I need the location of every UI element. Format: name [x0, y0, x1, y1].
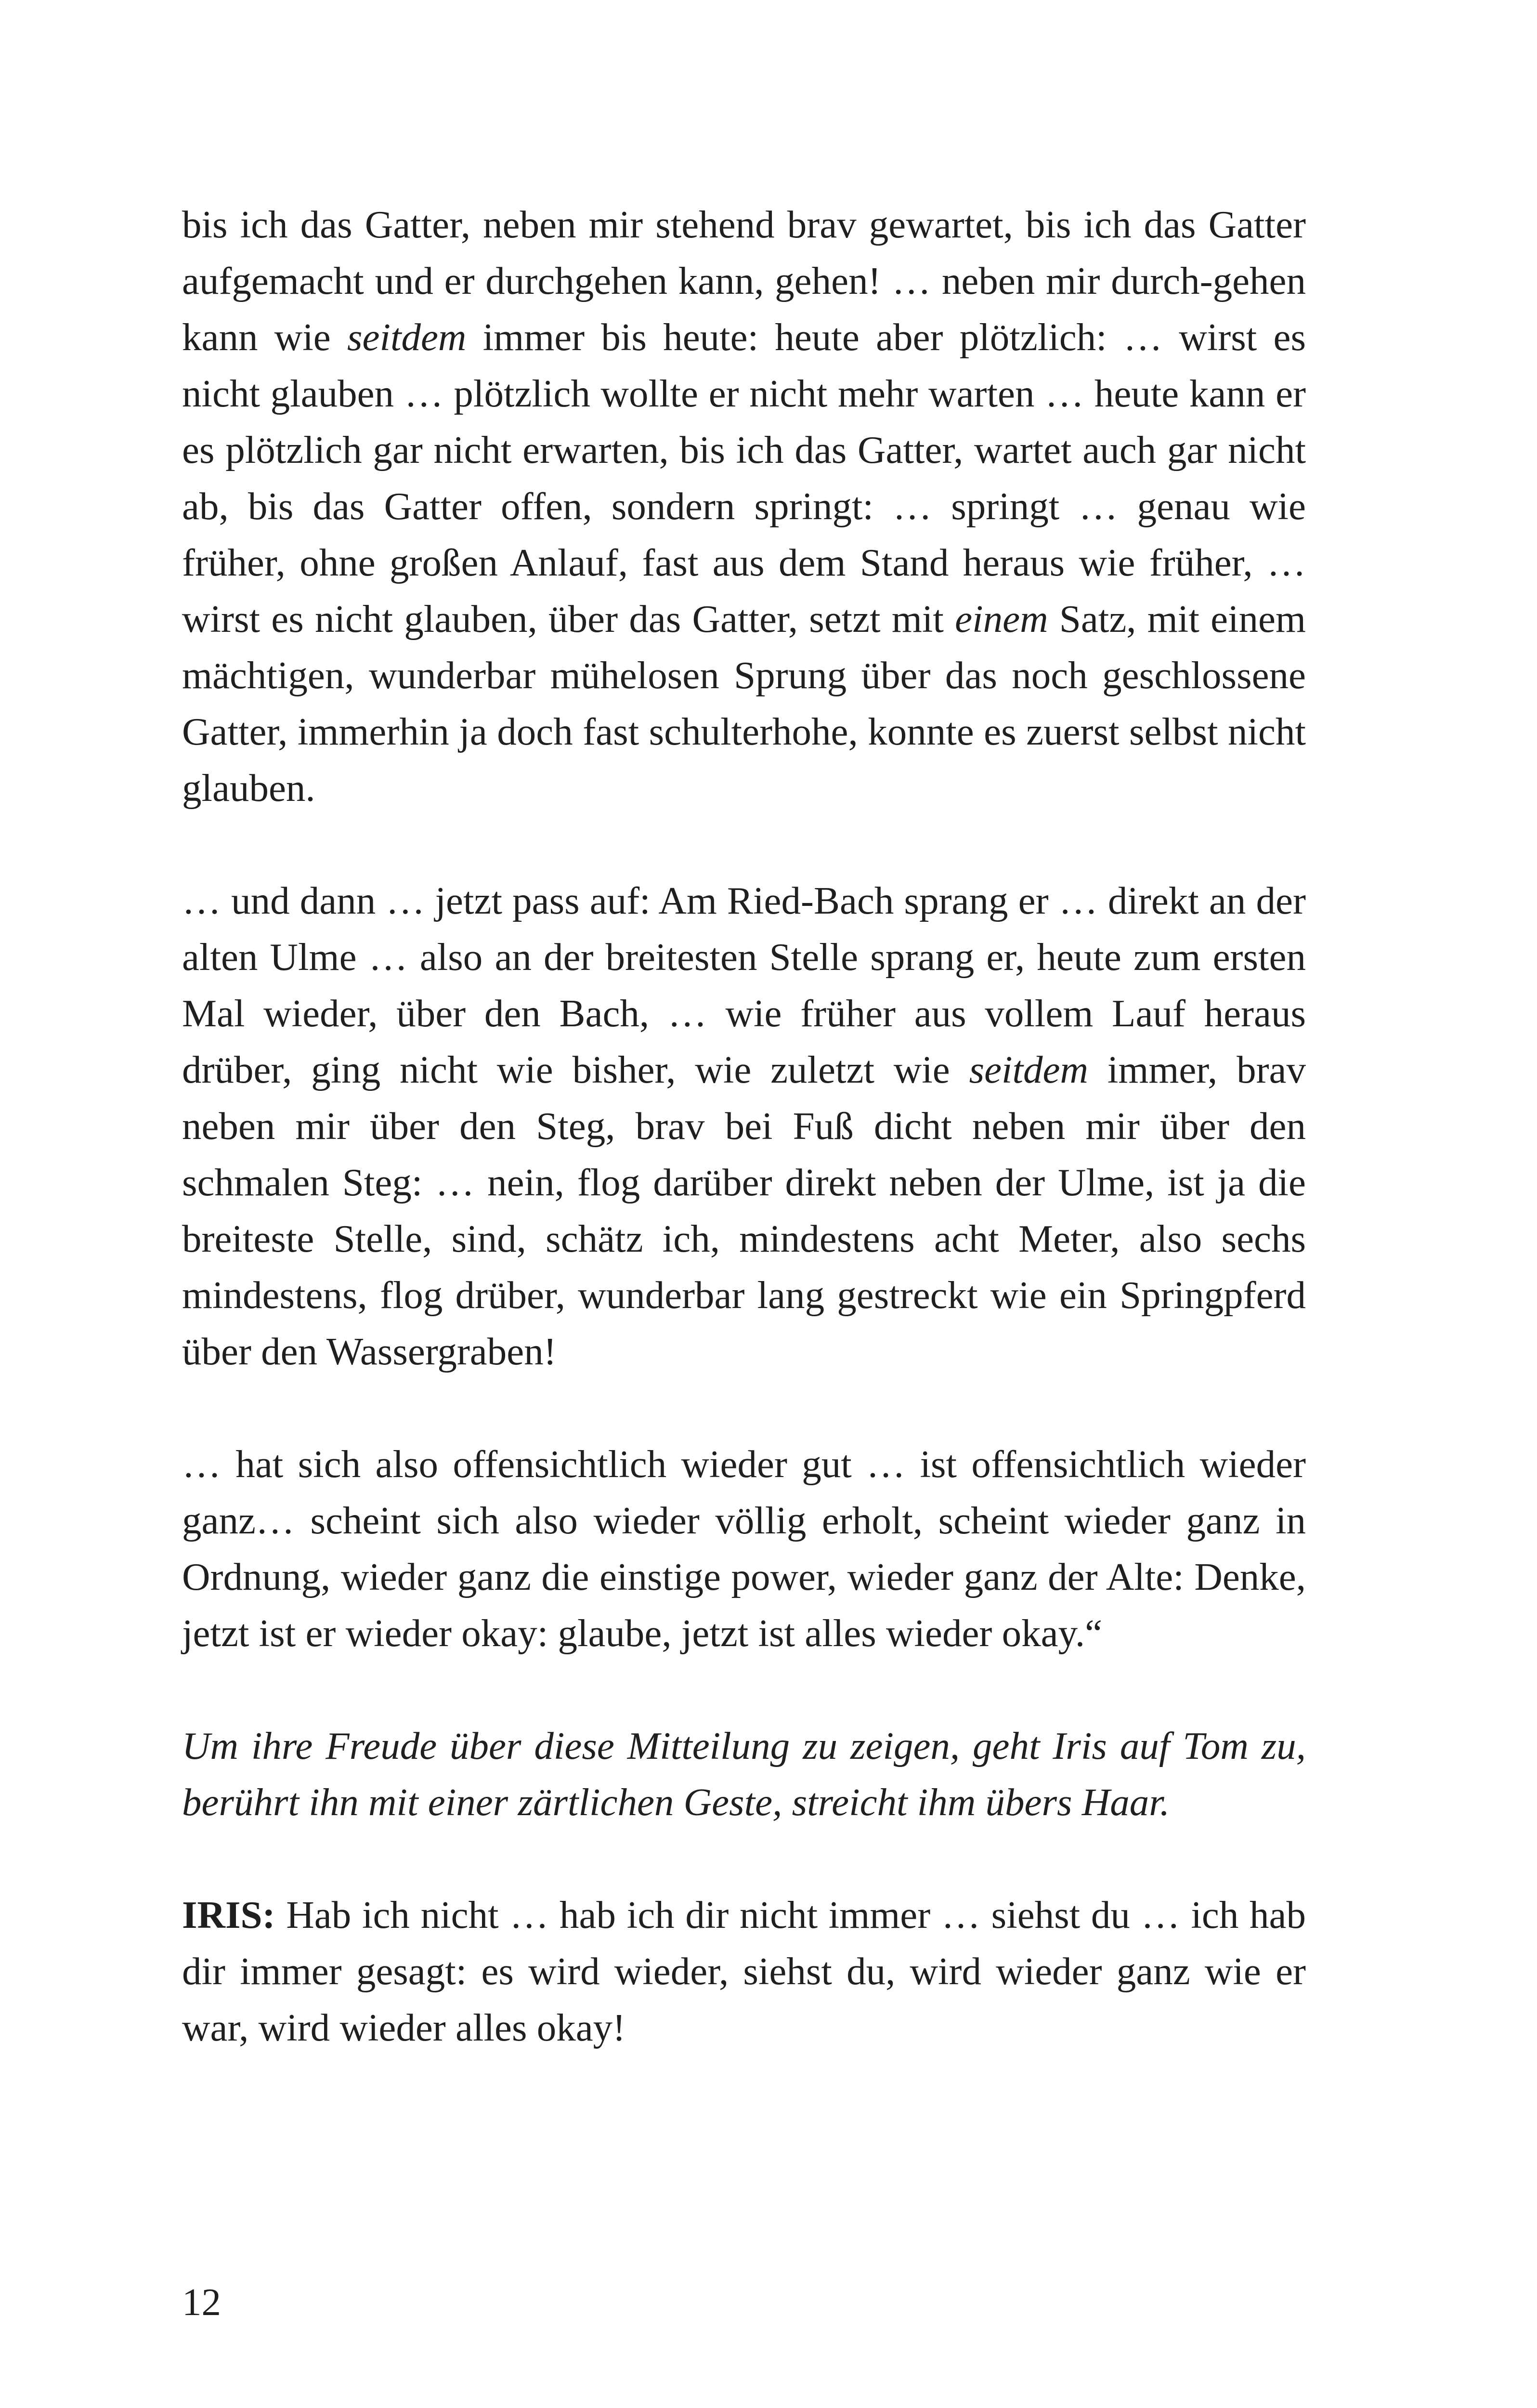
paragraph-2	[182, 873, 1306, 1380]
paragraph-3	[182, 1436, 1306, 1662]
stage-direction: Um ihre Freude über diese Mitteilung zu zeigen, geht Iris auf Tom zu, berührt ihn mit einer zärtlichen Geste, streicht ihm übers Haar.	[182, 1724, 1306, 1824]
body-text	[182, 196, 1306, 2056]
text-segment: immer, brav neben mir über den Steg, brav bei Fuß dicht neben mir über den schmalen Steg: … nein, flog darüber direkt neben der Ulme, ist ja die breiteste Stelle, sind, schätz ich, mindestens acht Meter, also sechs mindestens, flog drüber, wunderbar lang gestreckt wie ein Springpferd über den Wassergraben!	[182, 1048, 1306, 1373]
text-segment: bis ich das Gatter, neben mir stehend brav gewartet, bis ich das Gatter aufgemacht und er durchgehen kann, gehen! … neben mir durch-gehen kann wie	[182, 203, 1306, 359]
speaker-name: IRIS:	[182, 1893, 275, 1937]
text-segment: … hat sich also offensichtlich wieder gut … ist offensichtlich wieder ganz… scheint sich also wieder völlig erholt, scheint wieder ganz in Ordnung, wieder ganz die einstige power, wieder ganz der Alte: Denke, jetzt ist er wieder okay: glaube, jetzt ist alles wieder okay.“	[182, 1442, 1306, 1655]
paragraph-1	[182, 196, 1306, 816]
page-number: 12	[182, 2280, 221, 2324]
emphasis-einem: einem	[955, 597, 1048, 641]
text-segment: … und dann … jetzt pass auf: Am Ried-Bach sprang er … direkt an der alten Ulme … also an der breitesten Stelle sprang er, heute zum ersten Mal wieder, über den Bach, … wie früher aus vollem Lauf heraus drüber, ging nicht wie bisher, wie zuletzt wie	[182, 879, 1306, 1091]
emphasis-seitdem: seitdem	[347, 315, 467, 359]
text-segment: Satz, mit einem mächtigen, wunderbar mühelosen Sprung über das noch geschlossene Gatter, immerhin ja doch fast schulterhohe, konnte es zuerst selbst nicht glauben.	[182, 597, 1306, 810]
dialogue-text: Hab ich nicht … hab ich dir nicht immer … siehst du … ich hab dir immer gesagt: es wird wieder, siehst du, wird wieder ganz wie er war, wird wieder alles okay!	[182, 1893, 1306, 2049]
emphasis-seitdem: seitdem	[969, 1048, 1088, 1091]
text-segment: immer bis heute: heute aber plötzlich: … wirst es nicht glauben … plötzlich wollte er nicht mehr warten … heute kann er es plötzlich gar nicht erwarten, bis ich das Gatter, wartet auch gar nicht ab, bis das Gatter offen, sondern springt: … springt … genau wie früher, ohne großen Anlauf, fast aus dem Stand heraus wie früher, … wirst es nicht glauben, über das Gatter, setzt mit	[182, 315, 1306, 641]
dialogue-line	[182, 1887, 1306, 2056]
